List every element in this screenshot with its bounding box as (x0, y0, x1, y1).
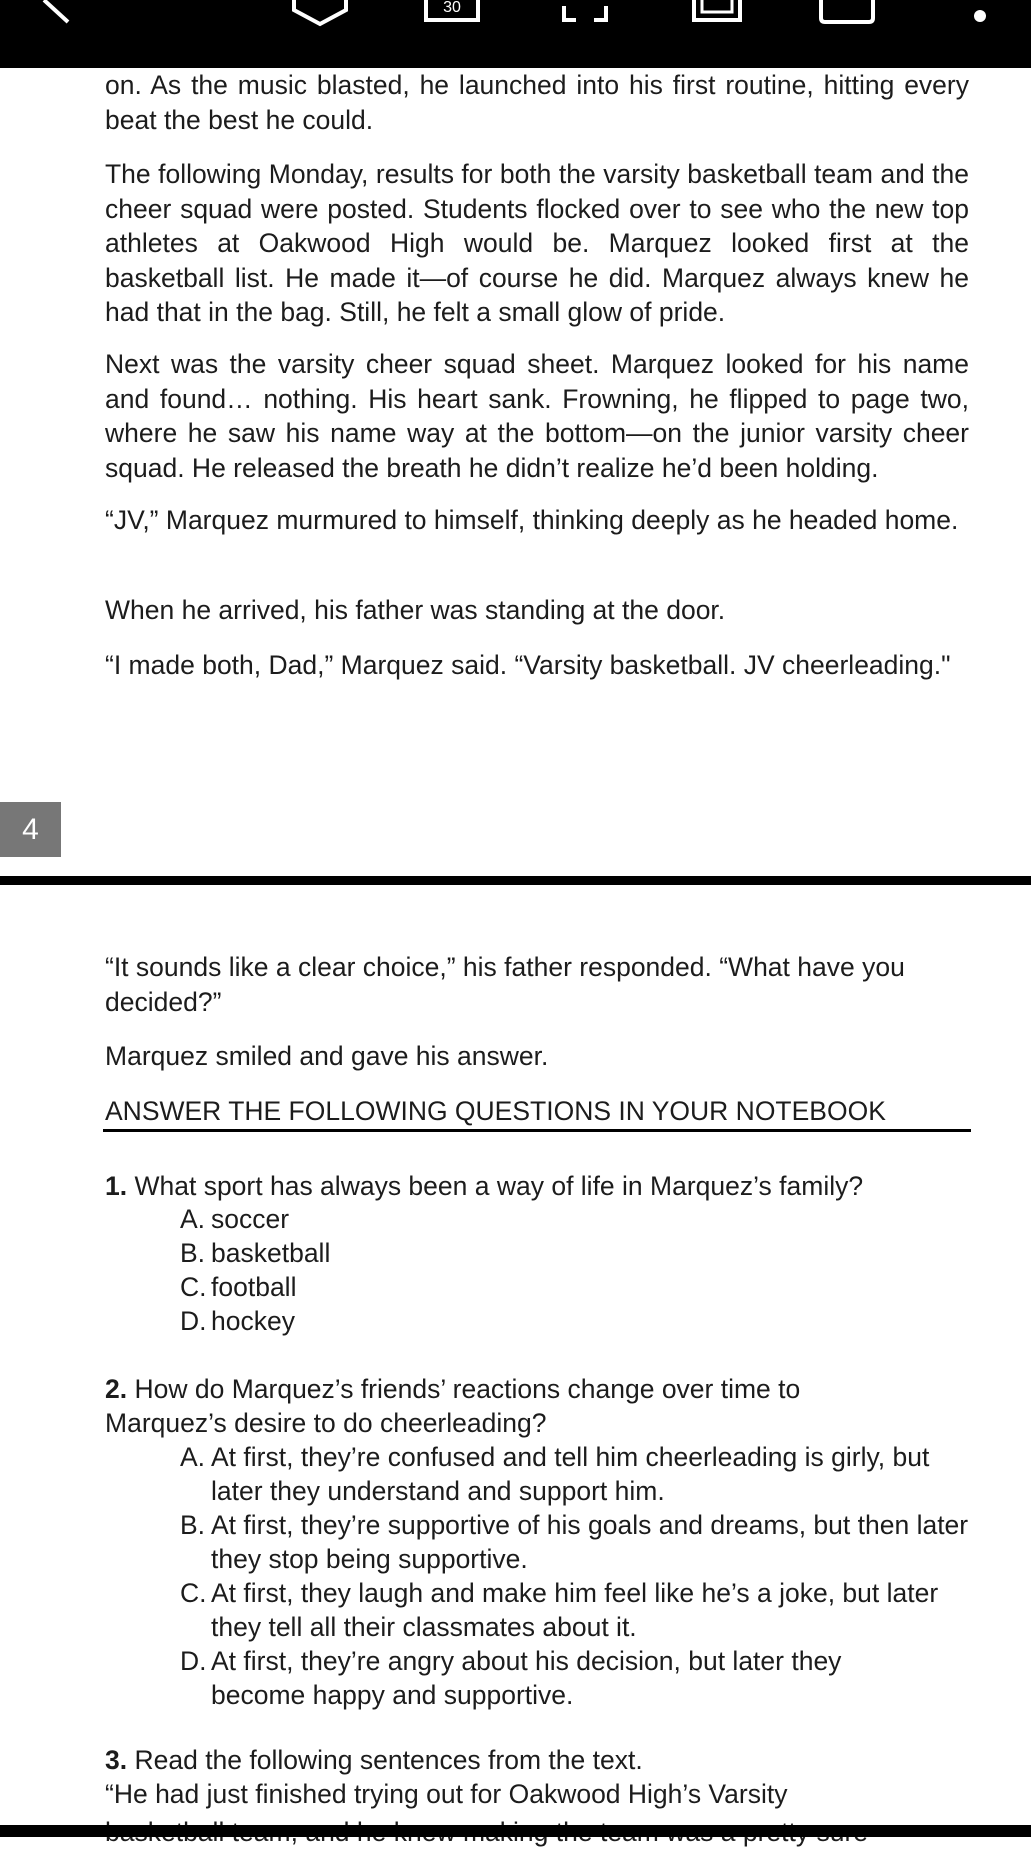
option-text: At first, they’re angry about his decision, but later they become happy and supportive. (211, 1646, 842, 1710)
back-icon[interactable] (30, 0, 80, 30)
instructions-heading: ANSWER THE FOLLOWING QUESTIONS IN YOUR NOTEBOOK (105, 1096, 886, 1126)
option-letter: D. (180, 1646, 207, 1676)
option-text: soccer (211, 1204, 290, 1234)
option-letter: C. (180, 1578, 207, 1608)
story-paragraph: When he arrived, his father was standing at the door. (105, 595, 726, 625)
rewind-label: 30 (443, 0, 461, 16)
question-number: 3. (105, 1745, 128, 1775)
option-1b (180, 1236, 330, 1270)
option-1c (180, 1270, 296, 1304)
option-text: football (211, 1272, 297, 1302)
page-number-badge: 4 (0, 802, 61, 857)
page-divider (0, 876, 1031, 885)
question-2 (105, 1372, 985, 1440)
option-text: At first, they’re confused and tell him cheerleading is girly, but later they understand and support him. (211, 1442, 930, 1506)
story-paragraph: “JV,” Marquez murmured to himself, thinking deeply as he headed home. (105, 505, 959, 535)
question-quote: “He had just finished trying out for Oakwood High’s Varsity (105, 1779, 788, 1809)
option-text: basketball (211, 1238, 331, 1268)
option-text: At first, they laugh and make him feel like he’s a joke, but later they tell all their classmates about it. (211, 1578, 939, 1642)
story-paragraph: on. As the music blasted, he launched into his first routine, hitting every beat the best he could. (105, 70, 969, 135)
more-icon[interactable] (970, 0, 990, 30)
option-text: At first, they’re supportive of his goals and dreams, but then later they stop being supportive. (211, 1510, 969, 1574)
option-1d (180, 1304, 295, 1338)
option-2b (180, 1508, 970, 1576)
option-letter: B. (180, 1510, 206, 1540)
tablet-icon[interactable] (690, 0, 744, 30)
question-text: Read the following sentences from the text. (134, 1745, 643, 1775)
option-1a (180, 1202, 289, 1236)
question-3 (105, 1743, 985, 1811)
option-text: hockey (211, 1306, 295, 1336)
story-paragraph: “It sounds like a clear choice,” his father responded. “What have you decided?” (105, 952, 905, 1017)
fullscreen-icon[interactable] (560, 0, 610, 30)
question-text: Marquez’s desire to do cheerleading? (105, 1408, 547, 1438)
story-paragraph: Marquez smiled and gave his answer. (105, 1041, 549, 1071)
story-paragraph: Next was the varsity cheer squad sheet. Marquez looked for his name and found… nothing. His heart sank. Frowning, he flipped to page two, where he saw his name way at the bottom—on the junior varsity cheer squad. He released the breath he didn’t realize he’d been holding. (105, 349, 969, 483)
screen-icon[interactable] (817, 0, 877, 30)
story-paragraph: “I made both, Dad,” Marquez said. “Varsity basketball. JV cheerleading." (105, 650, 951, 680)
question-number: 1. (105, 1171, 128, 1201)
question-1 (105, 1169, 985, 1203)
bottom-bar (0, 1825, 1031, 1837)
question-text: What sport has always been a way of life in Marquez’s family? (134, 1171, 864, 1201)
instructions-underline (103, 1129, 971, 1132)
top-toolbar (0, 0, 1031, 68)
option-letter: A. (180, 1442, 206, 1472)
option-letter: A. (180, 1204, 206, 1234)
question-number: 2. (105, 1374, 128, 1404)
option-2a (180, 1440, 960, 1508)
option-letter: B. (180, 1238, 206, 1268)
rewind-30-icon[interactable] (422, 0, 482, 30)
option-2c (180, 1576, 940, 1644)
option-letter: D. (180, 1306, 207, 1336)
option-2d (180, 1644, 910, 1712)
question-text: How do Marquez’s friends’ reactions change over time to (134, 1374, 801, 1404)
draw-icon[interactable] (290, 0, 350, 30)
option-letter: C. (180, 1272, 207, 1302)
story-paragraph: The following Monday, results for both the varsity basketball team and the cheer squad were posted. Students flocked over to see who the new top athletes at Oakwood High would be. Marquez looked first at the basketball list. He made it—of course he did. Marquez always knew he had that in the bag. Still, he felt a small glow of pride. (105, 159, 969, 327)
